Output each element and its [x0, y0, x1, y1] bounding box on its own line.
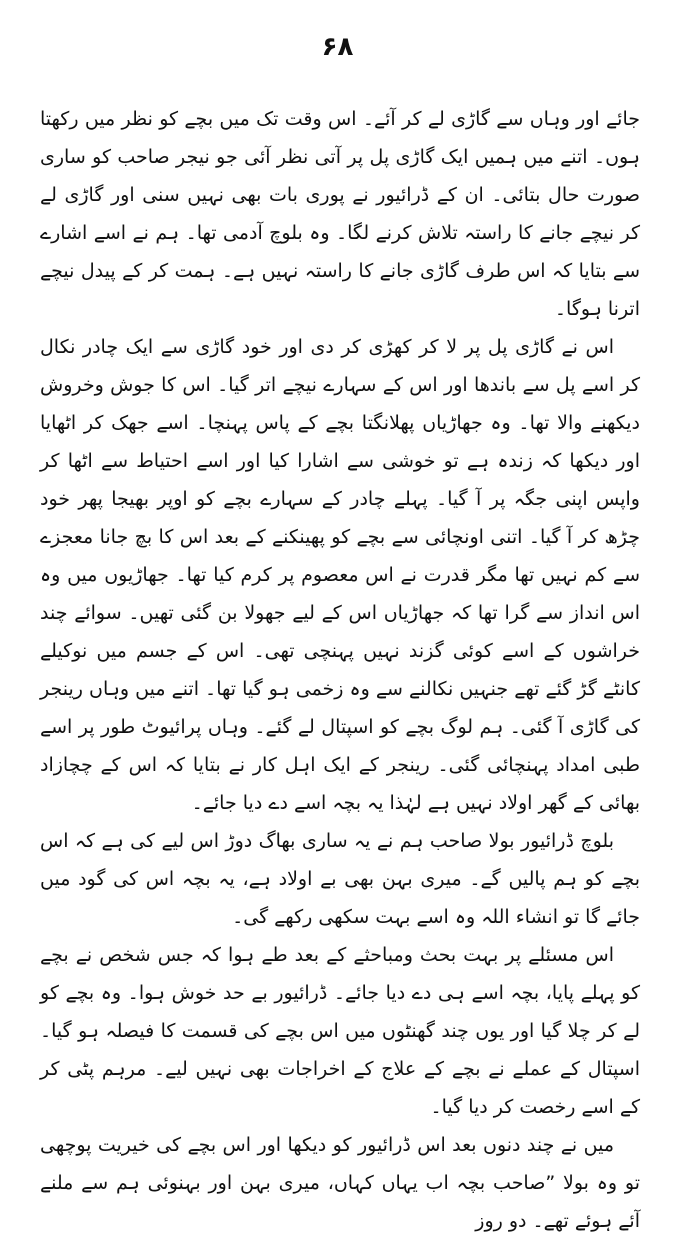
page-number: ۶۸	[321, 32, 354, 62]
paragraph-1: جائے اور وہاں سے گاڑی لے کر آئے۔ اس وقت تک میں بچے کو نظر میں رکھتا ہوں۔ اتنے میں ہمیں ایک گاڑی پل پر آتی نظر آئی جو نیجر صاحب کو ساری صورت حال بتائی۔ ان کے ڈرائیور نے پوری بات بھی نہیں سنی اور گاڑی لے کر نیچے جانے کا راستہ تلاش کرنے لگا۔ وہ بلوچ آدمی تھا۔ ہم نے اسے اشارے سے بتایا کہ اس طرف گاڑی جانے کا راستہ نہیں ہے۔ ہمت کر کے پیدل نیچے اترنا ہوگا۔	[40, 108, 640, 320]
paragraph-5: میں نے چند دنوں بعد اس ڈرائیور کو دیکھا اور اس بچے کی خیریت پوچھی تو وہ بولا ”صاحب بچہ اب یہاں کہاں، میری بہن اور بہنوئی ہم سے ملنے آئے ہوئے تھے۔ دو روز	[40, 1134, 640, 1232]
paragraph-3: بلوچ ڈرائیور بولا صاحب ہم نے یہ ساری بھاگ دوڑ اس لیے کی ہے کہ اس بچے کو ہم پالیں گے۔ میری بہن بھی بے اولاد ہے، یہ بچہ اس کی گود میں جائے گا تو انشاء اللہ وہ اسے بہت سکھی رکھے گی۔	[40, 830, 640, 928]
paragraph-4: اس مسئلے پر بہت بحث ومباحثے کے بعد طے ہوا کہ جس شخص نے بچے کو پہلے پایا، بچہ اسے ہی دے دیا جائے۔ ڈرائیور بے حد خوش ہوا۔ وہ بچے کو لے کر چلا گیا اور یوں چند گھنٹوں میں اس بچے کی قسمت کا فیصلہ ہو گیا۔ اسپتال کے عملے نے بچے کے علاج کے اخراجات بھی نہیں لیے۔ مرہم پٹی کر کے اسے رخصت کر دیا گیا۔	[40, 944, 640, 1118]
paragraph-2: اس نے گاڑی پل پر لا کر کھڑی کر دی اور خود گاڑی سے ایک چادر نکال کر اسے پل سے باندھا اور اس کے سہارے نیچے اتر گیا۔ اس کا جوش وخروش دیکھنے والا تھا۔ وہ جھاڑیاں پھلانگتا بچے کے پاس پہنچا۔ اسے جھک کر اٹھایا اور دیکھا کہ زندہ ہے تو خوشی سے اشارا کیا اور اسے احتیاط سے اٹھا کر واپس اپنی جگہ پر آ گیا۔ پہلے چادر کے سہارے بچے کو اوپر بھیجا پھر خود چڑھ کر آ گیا۔ اتنی اونچائی سے بچے کو پھینکنے کے بعد اس کا بچ جانا معجزے سے کم نہیں تھا مگر قدرت نے اس معصوم پر کرم کیا تھا۔ جھاڑیوں میں وہ اس انداز سے گرا تھا کہ جھاڑیاں اس کے لیے جھولا بن گئی تھیں۔ سوائے چند خراشوں کے اسے کوئی گزند نہیں پہنچی تھی۔ اس کے جسم میں نوکیلے کانٹے گڑ گئے تھے جنہیں نکالنے سے وہ زخمی ہو گیا تھا۔ اتنے میں وہاں رینجر کی گاڑی آ گئی۔ ہم لوگ بچے کو اسپتال لے گئے۔ وہاں پرائیوٹ طور پر اسے طبی امداد پہنچائی گئی۔ رینجر کے ایک اہل کار نے بتایا کہ اس کے چچازاد بھائی کے گھر اولاد نہیں ہے لہٰذا یہ بچہ اسے دے دیا جائے۔	[40, 336, 640, 814]
body-text	[40, 100, 640, 1240]
